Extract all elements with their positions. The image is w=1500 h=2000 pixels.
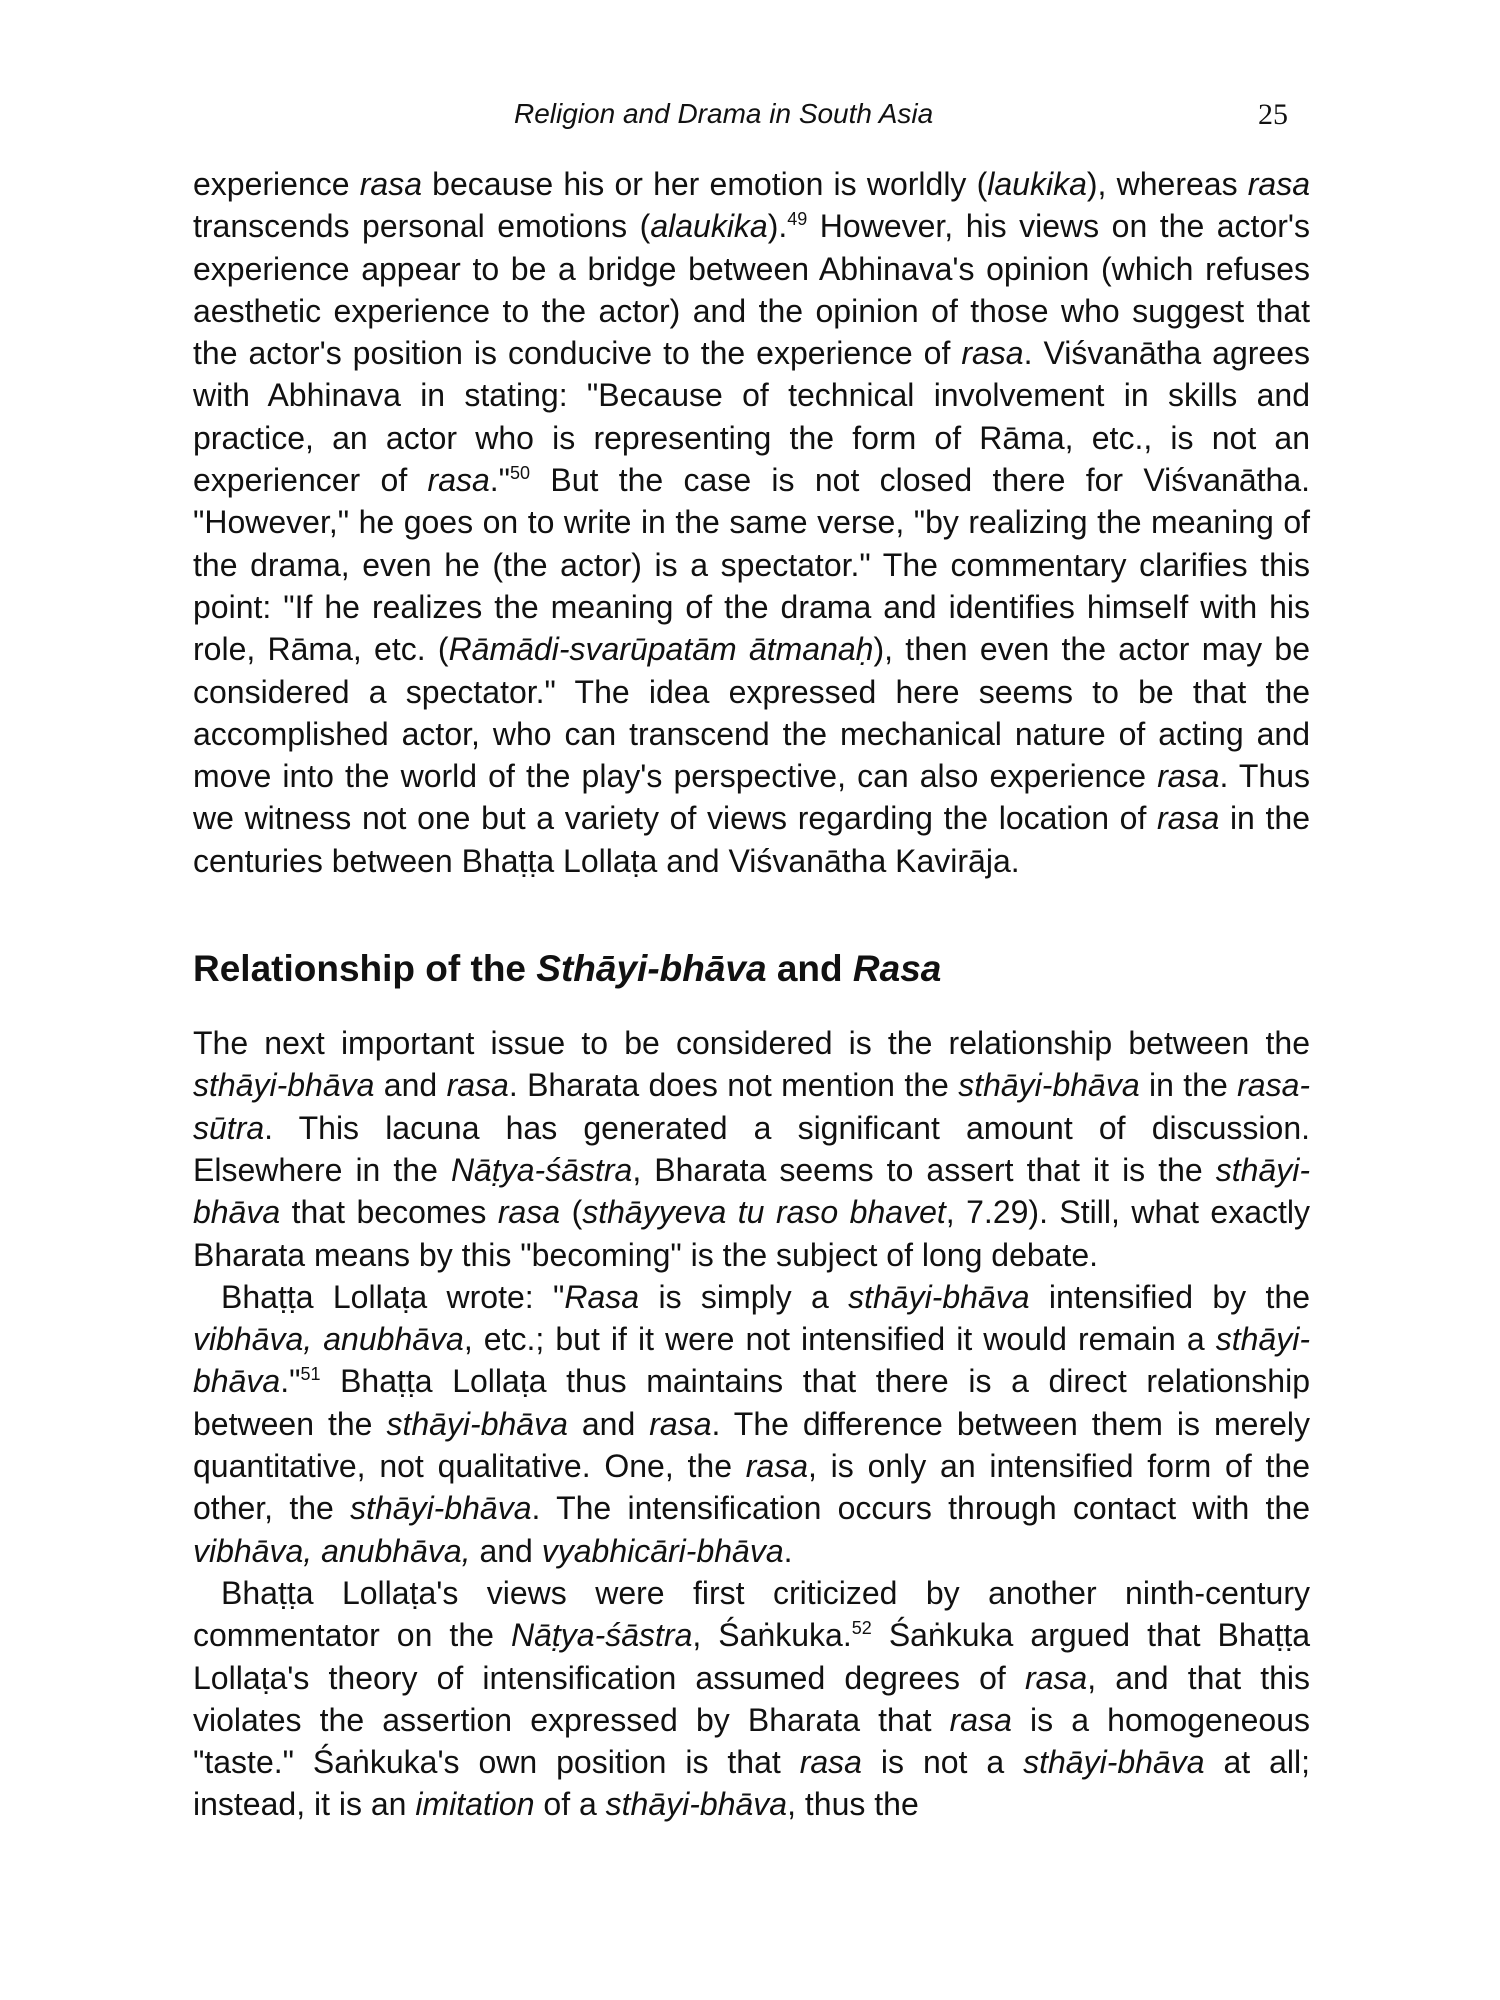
italic-run: alaukika (650, 208, 768, 245)
page-number: 25 (1258, 98, 1288, 131)
text-run: and (567, 1405, 650, 1442)
italic-run: Nāṭya-śāstra (510, 1617, 693, 1654)
text-run: . The intensification occurs through contact with the (531, 1490, 1311, 1527)
italic-run: sthāyi-bhāva (193, 1067, 375, 1104)
italic-run: sthāyi-bhāva (193, 1151, 1311, 1231)
italic-run: rasa (1157, 800, 1220, 837)
text-run: ." (489, 462, 511, 499)
footnote-ref: 49 (787, 209, 808, 230)
italic-run: rasa (1247, 166, 1310, 202)
text-run: . (783, 1532, 793, 1569)
footnote-ref: 50 (510, 463, 531, 484)
text-run: , is only an intensified form of the other, the (193, 1448, 1311, 1527)
text-run: . This lacuna has generated a significant amount of discussion. Elsewhere in the (193, 1109, 1310, 1188)
text-run: , Śaṅkuka. (692, 1617, 852, 1654)
italic-run: sthāyi-bhāva (605, 1786, 788, 1823)
body-text (193, 163, 1310, 1826)
text-run: intensified by the (1029, 1278, 1310, 1315)
heading-prefix: Relationship of the (193, 948, 537, 990)
text-run: . Bharata does not mention the (508, 1067, 959, 1104)
italic-run: Rasa (564, 1278, 640, 1315)
text-run: of a (534, 1786, 606, 1823)
italic-run: vibhāva, anubhāva, (193, 1532, 471, 1569)
text-run: . Viśvanātha agrees with Abhinava in stating: "Because of technical involvement in skills and practice, an actor who is representing the form of Rāma, etc., is not an experiencer of (193, 335, 1311, 499)
italic-run: rasa (649, 1405, 712, 1442)
italic-run: sthāyyeva tu raso bhavet (582, 1194, 946, 1231)
text-run: is simply a (639, 1278, 849, 1315)
text-run: transcends personal emotions ( (193, 208, 651, 245)
text-run: , etc.; but if it were not intensified it would remain a (463, 1321, 1216, 1358)
text-run: , and that this violates the assertion expressed by Bharata that (193, 1659, 1311, 1738)
text-run: Śaṅkuka argued that Bhaṭṭa Lollaṭa's theory of intensification assumed degrees of (193, 1617, 1311, 1696)
italic-run: Nāṭya-śāstra (450, 1151, 633, 1188)
heading-term: Sthāyi-bhāva (536, 948, 767, 990)
italic-run: rasa (745, 1448, 809, 1485)
italic-run: sthāyi-bhāva (193, 1321, 1311, 1400)
text-run: ." (280, 1363, 301, 1400)
text-run: and (470, 1532, 542, 1569)
italic-run: rasa (497, 1194, 561, 1231)
footnote-ref: 52 (851, 1618, 872, 1639)
italic-run: vibhāva, anubhāva (193, 1321, 464, 1358)
italic-run: rasa-sūtra (193, 1067, 1311, 1146)
italic-run: sthāyi-bhāva (350, 1490, 532, 1527)
text-run: But the case is not closed there for Viśvanātha. "However," he goes on to write in the same verse, "by realizing the meaning of the drama, even he (the actor) is a spectator." The commentary clarifies this point: "If he realizes the meaning of the drama and identifies himself with his role, Rāma, etc. ( (193, 462, 1311, 668)
italic-run: sthāyi-bhāva (848, 1278, 1030, 1315)
italic-run: rasa (949, 1701, 1012, 1738)
footnote-ref: 51 (300, 1364, 321, 1385)
running-head (0, 98, 1500, 138)
italic-run: rasa (427, 462, 490, 499)
text-run: . The difference between them is merely quantitative, not qualitative. One, the (193, 1405, 1311, 1485)
text-run: is a homogeneous "taste." Śaṅkuka's own position is that (193, 1701, 1311, 1781)
italic-run: rasa (359, 166, 422, 202)
section-heading (193, 944, 1310, 994)
text-run: ). (767, 208, 788, 245)
paragraph (193, 163, 1310, 882)
italic-run: sthāyi-bhāva (386, 1405, 568, 1442)
paragraph (193, 1572, 1310, 1826)
italic-run: imitation (415, 1786, 535, 1823)
italic-run: sthāyi-bhāva (958, 1067, 1140, 1104)
text-run: because his or her emotion is worldly ( (421, 166, 988, 202)
text-run: in the centuries between Bhaṭṭa Lollaṭa and Viśvanātha Kavirāja. (193, 800, 1311, 879)
text-run: in the (1139, 1067, 1238, 1104)
text-run: , 7.29). Still, what exactly Bharata means by this "becoming" is the subject of long debate. (193, 1194, 1311, 1273)
italic-run: rasa (799, 1744, 862, 1781)
text-run: However, his views on the actor's experience appear to be a bridge between Abhinava's opinion (which refuses aesthetic experience to the actor) and the opinion of those who suggest that the actor's position is conducive to the experience of (193, 208, 1311, 372)
text-run: and (374, 1067, 447, 1104)
text-run: experience (193, 166, 360, 202)
text-run: The next important issue to be considered is the relationship between the (193, 1025, 1310, 1062)
heading-middle: and (766, 948, 853, 990)
italic-run: rasa (1024, 1659, 1088, 1696)
text-run: . Thus we witness not one but a variety of views regarding the location of (193, 758, 1311, 837)
text-run: Bhaṭṭa Lollaṭa wrote: " (221, 1278, 565, 1315)
text-run: at all; instead, it is an (193, 1744, 1311, 1823)
text-run: Bhaṭṭa Lollaṭa thus maintains that there is a direct relationship between the (193, 1363, 1310, 1442)
italic-run: vyabhicāri-bhāva (541, 1532, 784, 1569)
italic-run: laukika (987, 166, 1087, 202)
heading-term-2: Rasa (852, 948, 942, 990)
italic-run: sthāyi-bhāva (1023, 1744, 1205, 1781)
text-run: is not a (861, 1744, 1024, 1781)
italic-run: Rāmādi-svarūpatām ātmanaḥ (448, 631, 874, 668)
text-run: ), then even the actor may be considered a spectator." The idea expressed here seems to be that the accomplished actor, who can transcend the mechanical nature of acting and move into the world of the play's perspective, can also experience (193, 631, 1311, 795)
paragraph (193, 1022, 1310, 1276)
text-run: ), whereas (1086, 166, 1248, 202)
paragraph (193, 1276, 1310, 1572)
italic-run: rasa (961, 335, 1024, 372)
text-run: that becomes (280, 1194, 498, 1231)
text-run: , Bharata seems to assert that it is the (632, 1151, 1216, 1188)
text-run: ( (560, 1194, 583, 1231)
text-run: , thus the (787, 1786, 919, 1823)
text-run: Bhaṭṭa Lollaṭa's views were first criticized by another ninth-century commentator on the (193, 1574, 1310, 1654)
running-title: Religion and Drama in South Asia (514, 98, 934, 129)
italic-run: rasa (446, 1067, 509, 1104)
italic-run: rasa (1157, 758, 1220, 795)
